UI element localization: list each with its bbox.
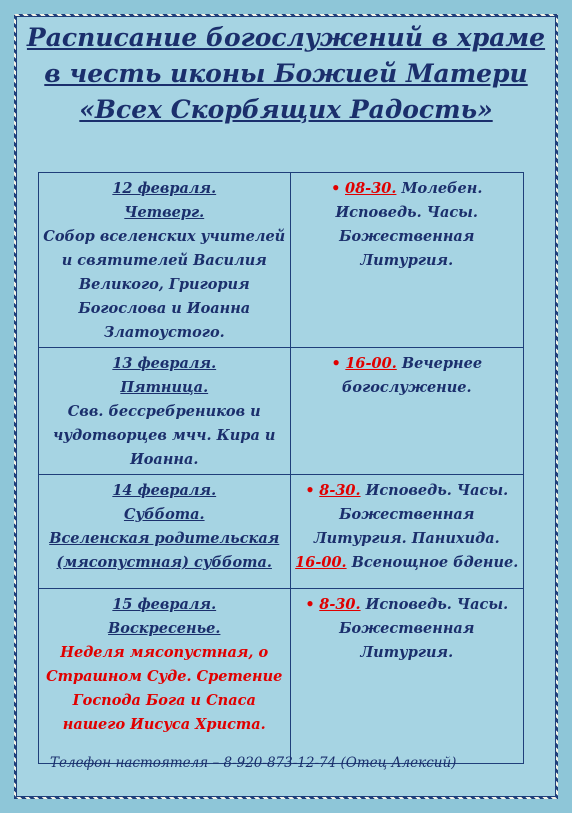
service-entry bbox=[295, 551, 520, 575]
service-entry bbox=[295, 593, 520, 665]
weekday-label: Суббота. bbox=[123, 506, 205, 523]
service-name: Исповедь. Часы. Божественная Литургия. bbox=[339, 596, 509, 661]
day-cell bbox=[39, 475, 291, 589]
bullet-icon: • bbox=[305, 482, 315, 499]
table-row bbox=[39, 589, 524, 764]
service-entry bbox=[295, 177, 520, 273]
service-name: Молебен. Исповедь. Часы. Божественная Литургия. bbox=[335, 180, 483, 269]
weekday-label: Пятница. bbox=[120, 379, 209, 396]
service-name: Исповедь. Часы. Божественная Литургия. Панихида. bbox=[313, 482, 509, 547]
day-cell bbox=[39, 173, 291, 348]
day-cell bbox=[39, 589, 291, 764]
weekday-label: Воскресенье. bbox=[108, 620, 221, 637]
feast-description: Вселенская родительская (мясопустная) суббота. bbox=[49, 530, 280, 571]
service-name: Вечернее богослужение. bbox=[341, 355, 483, 396]
schedule-table bbox=[38, 172, 524, 764]
phone-footer: Телефон настоятеля – 8-920-873-12-74 (Отец Алексий) bbox=[50, 755, 457, 771]
service-cell bbox=[290, 173, 524, 348]
feast-description: Неделя мясопустная, о Страшном Суде. Сретение Господа Бога и Спаса нашего Иисуса Христа. bbox=[46, 644, 283, 733]
date-label: 15 февраля. bbox=[112, 596, 217, 613]
service-time: 08-30. bbox=[345, 180, 397, 197]
table-row bbox=[39, 348, 524, 475]
feast-description: Свв. бессребреников и чудотворцев мчч. Кира и Иоанна. bbox=[53, 403, 276, 468]
bullet-icon: • bbox=[305, 596, 315, 613]
date-label: 12 февраля. bbox=[112, 180, 217, 197]
title-line-2: в честь иконы Божией Матери bbox=[44, 59, 528, 88]
page-title bbox=[0, 20, 572, 128]
service-cell bbox=[290, 348, 524, 475]
service-cell bbox=[290, 475, 524, 589]
feast-description: Собор вселенских учителей и святителей Василия Великого, Григория Богослова и Иоанна Златоустого. bbox=[43, 228, 286, 341]
service-time: 16-00. bbox=[345, 355, 397, 372]
service-entry bbox=[295, 352, 520, 400]
table-row bbox=[39, 475, 524, 589]
service-entry bbox=[295, 479, 520, 551]
date-label: 14 февраля. bbox=[112, 482, 217, 499]
service-time: 8-30. bbox=[319, 596, 361, 613]
weekday-label: Четверг. bbox=[124, 204, 205, 221]
service-cell bbox=[290, 589, 524, 764]
title-line-1: Расписание богослужений в храме bbox=[26, 23, 546, 52]
service-time: 8-30. bbox=[319, 482, 361, 499]
table-row bbox=[39, 173, 524, 348]
day-cell bbox=[39, 348, 291, 475]
bullet-icon: • bbox=[331, 180, 341, 197]
title-line-3: «Всех Скорбящих Радость» bbox=[79, 95, 493, 124]
date-label: 13 февраля. bbox=[112, 355, 217, 372]
bullet-icon: • bbox=[331, 355, 341, 372]
service-time: 16-00. bbox=[295, 554, 347, 571]
service-name: Всенощное бдение. bbox=[346, 554, 519, 571]
